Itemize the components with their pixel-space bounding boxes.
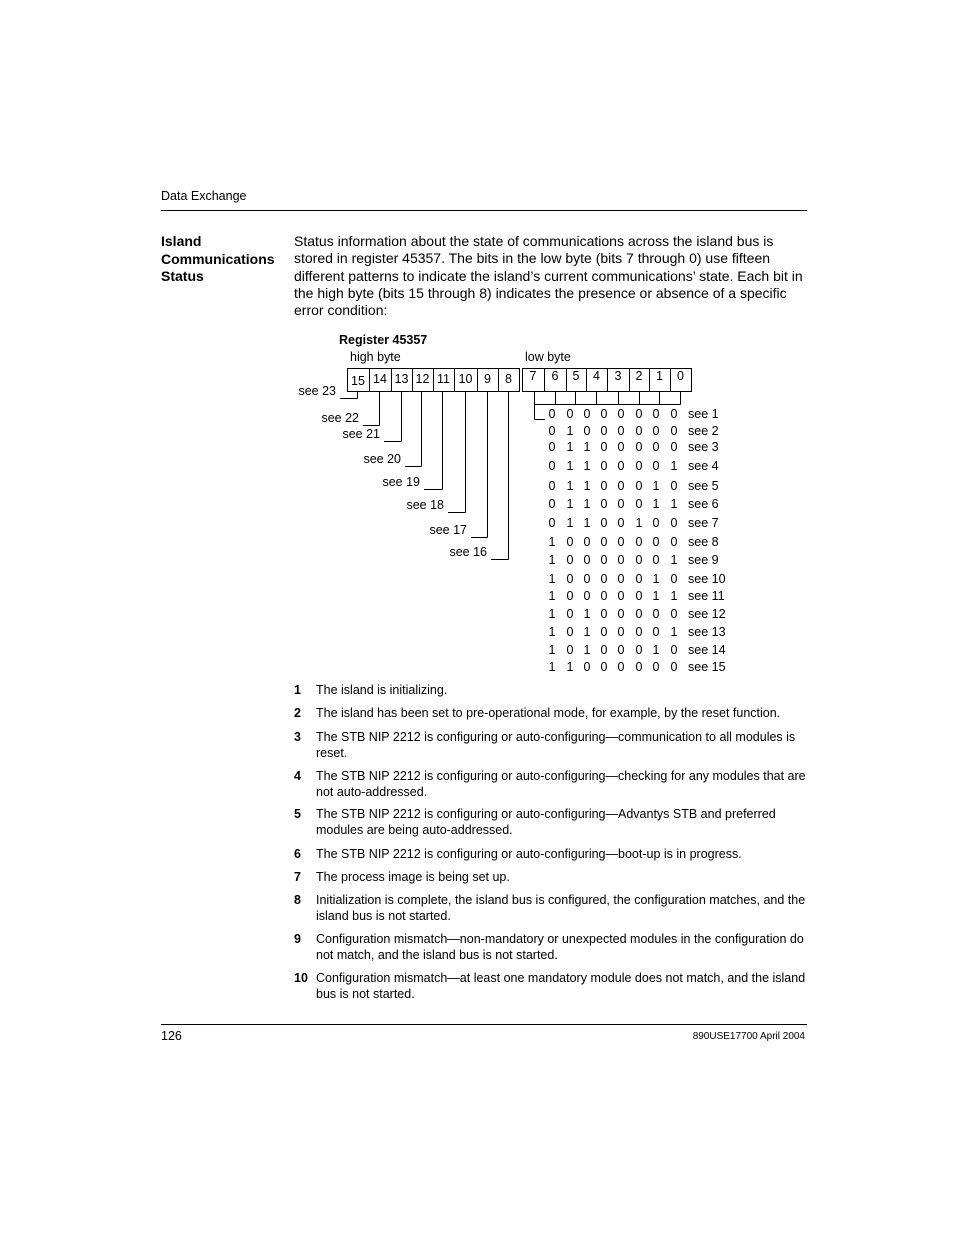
pattern-bit: 1 (566, 459, 574, 473)
pattern-bit: 1 (548, 535, 556, 549)
pattern-bit: 1 (670, 553, 678, 567)
pattern-bit: 0 (652, 535, 660, 549)
high-bit-reference: see 19 (382, 475, 420, 489)
pattern-bit: 1 (635, 516, 643, 530)
pattern-bit: 0 (548, 516, 556, 530)
pattern-bit: 0 (548, 479, 556, 493)
pattern-reference: see 9 (688, 553, 719, 567)
pattern-bit: 0 (670, 407, 678, 421)
low-bit-number: 1 (656, 369, 663, 383)
pattern-bit: 1 (583, 497, 591, 511)
high-bit-number: 14 (373, 372, 387, 386)
pattern-bit: 0 (566, 607, 574, 621)
section-heading: Island Communications Status (161, 233, 275, 284)
pattern-bit: 0 (635, 589, 643, 603)
pattern-bit: 0 (583, 589, 591, 603)
high-bit-number: 8 (505, 372, 512, 386)
pattern-bit: 0 (600, 572, 608, 586)
document-id: 890USE17700 April 2004 (692, 1031, 805, 1042)
low-bit-number: 6 (551, 369, 559, 383)
footnote-text: Configuration mismatch—at least one mandatory module does not match, and the island bus is not started. (316, 971, 806, 1001)
pattern-bit: 0 (548, 497, 556, 511)
pattern-bit: 0 (583, 424, 591, 438)
footnote-text: The STB NIP 2212 is configuring or auto-configuring—checking for any modules that are not auto-addressed. (316, 769, 806, 799)
pattern-bit: 0 (670, 440, 678, 454)
pattern-reference: see 2 (688, 424, 719, 438)
footnote-number: 4 (294, 769, 301, 783)
pattern-bit: 0 (635, 660, 643, 674)
pattern-bit: 0 (617, 497, 625, 511)
pattern-bit: 0 (652, 660, 660, 674)
pattern-bit: 1 (583, 516, 591, 530)
pattern-bit: 0 (652, 459, 660, 473)
high-bit-number: 11 (437, 372, 450, 386)
pattern-bit: 0 (617, 459, 625, 473)
pattern-bit: 1 (548, 572, 556, 586)
pattern-bit: 0 (600, 589, 608, 603)
pattern-bit: 0 (635, 407, 643, 421)
low-bit-number: 2 (635, 369, 643, 383)
footnote-text: Initialization is complete, the island bus is configured, the configuration matches, and the island bus is not started. (316, 893, 806, 923)
pattern-bit: 1 (548, 660, 556, 674)
pattern-bit: 0 (652, 625, 660, 639)
footnote-number: 10 (294, 971, 308, 985)
low-bit-number: 5 (572, 369, 580, 383)
high-bit-reference: see 20 (363, 452, 401, 466)
pattern-bit: 0 (652, 553, 660, 567)
pattern-bit: 0 (600, 440, 608, 454)
pattern-bit: 0 (670, 643, 678, 657)
pattern-bit: 0 (617, 660, 625, 674)
pattern-bit: 0 (670, 424, 678, 438)
footnote-text: The STB NIP 2212 is configuring or auto-configuring—boot-up is in progress. (316, 847, 742, 861)
pattern-bit: 0 (600, 643, 608, 657)
pattern-reference: see 3 (688, 440, 719, 454)
pattern-reference: see 10 (688, 572, 726, 586)
high-bit-reference: see 23 (298, 384, 336, 398)
pattern-bit: 0 (548, 407, 556, 421)
pattern-bit: 0 (617, 535, 625, 549)
pattern-bit: 1 (583, 625, 591, 639)
pattern-bit: 1 (566, 479, 574, 493)
pattern-bit: 1 (652, 572, 660, 586)
footnote-text: The process image is being set up. (316, 870, 510, 884)
pattern-bit: 1 (548, 589, 556, 603)
pattern-bit: 0 (635, 572, 643, 586)
pattern-bit: 1 (652, 497, 660, 511)
pattern-bit: 0 (652, 440, 660, 454)
pattern-bit: 0 (583, 407, 591, 421)
high-bit-reference: see 17 (429, 523, 467, 537)
pattern-bit: 0 (635, 625, 643, 639)
low-bit-number: 4 (593, 369, 600, 383)
pattern-bit: 1 (583, 607, 591, 621)
footnote-text: The island is initializing. (316, 683, 448, 697)
pattern-bit: 0 (670, 516, 678, 530)
pattern-bit: 0 (566, 625, 574, 639)
pattern-bit: 0 (600, 407, 608, 421)
pattern-bit: 1 (566, 440, 574, 454)
pattern-bit: 1 (670, 497, 678, 511)
high-bit-number: 10 (458, 372, 473, 386)
high-bit-reference: see 18 (406, 498, 444, 512)
pattern-reference: see 8 (688, 535, 719, 549)
intro-paragraph: Status information about the state of communications across the island bus is stored in register 45357. The bits in the low byte (bits 7 through 0) use fifteen different patterns to indicate the island’s current communications’ state. Each bit in the high byte (bits 15 through 8) indicates the presence or absence of a specific error condition: (294, 233, 803, 319)
pattern-bit: 0 (600, 625, 608, 639)
pattern-bit: 1 (670, 459, 678, 473)
pattern-reference: see 1 (688, 407, 719, 421)
pattern-reference: see 6 (688, 497, 719, 511)
pattern-bit: 1 (670, 589, 678, 603)
pattern-reference: see 11 (688, 589, 725, 603)
pattern-bit: 0 (617, 407, 625, 421)
footnote-text: The STB NIP 2212 is configuring or auto-configuring—communication to all modules is reset. (316, 730, 796, 760)
pattern-bit: 0 (600, 660, 608, 674)
footnote-number: 5 (294, 807, 301, 821)
pattern-bit: 0 (617, 607, 625, 621)
footer-rule (161, 1024, 807, 1025)
pattern-bit: 1 (652, 643, 660, 657)
pattern-bit: 0 (617, 643, 625, 657)
pattern-bit: 1 (548, 643, 556, 657)
footnote-number: 6 (294, 847, 301, 861)
footnote-number: 3 (294, 730, 301, 744)
pattern-bit: 0 (617, 479, 625, 493)
footnote-number: 1 (294, 683, 301, 697)
pattern-bit: 0 (617, 424, 625, 438)
pattern-bit: 0 (600, 607, 608, 621)
pattern-bit: 1 (583, 459, 591, 473)
pattern-reference: see 13 (688, 625, 726, 639)
pattern-bit: 0 (600, 553, 608, 567)
pattern-reference: see 15 (688, 660, 726, 674)
pattern-bit: 0 (635, 535, 643, 549)
pattern-bit: 1 (652, 589, 660, 603)
pattern-bit: 0 (600, 497, 608, 511)
pattern-bit: 0 (652, 424, 660, 438)
high-byte-label: high byte (350, 350, 401, 364)
pattern-bit: 0 (566, 572, 574, 586)
pattern-bit: 1 (670, 625, 678, 639)
pattern-bit: 0 (652, 607, 660, 621)
pattern-bit: 0 (635, 459, 643, 473)
pattern-bit: 0 (635, 440, 643, 454)
pattern-bit: 0 (617, 516, 625, 530)
pattern-bit: 1 (548, 625, 556, 639)
pattern-bit: 1 (566, 516, 574, 530)
high-bit-reference: see 21 (342, 427, 380, 441)
pattern-bit: 1 (652, 479, 660, 493)
pattern-bit: 1 (548, 553, 556, 567)
low-bit-number: 0 (677, 369, 684, 383)
high-bit-reference: see 16 (449, 545, 487, 559)
pattern-bit: 0 (583, 553, 591, 567)
pattern-bit: 0 (583, 535, 591, 549)
pattern-bit: 1 (566, 497, 574, 511)
running-head: Data Exchange (161, 189, 247, 203)
high-bit-reference: see 22 (321, 411, 359, 425)
low-bit-number: 7 (529, 369, 537, 383)
pattern-bit: 1 (548, 607, 556, 621)
pattern-bit: 1 (583, 643, 591, 657)
low-bit-number: 3 (614, 369, 622, 383)
pattern-bit: 0 (635, 497, 643, 511)
footnote-number: 2 (294, 706, 301, 720)
pattern-bit: 0 (635, 553, 643, 567)
pattern-bit: 0 (670, 479, 678, 493)
pattern-bit: 0 (600, 479, 608, 493)
high-bit-number: 12 (415, 372, 430, 386)
pattern-bit: 0 (566, 407, 574, 421)
pattern-bit: 0 (652, 516, 660, 530)
pattern-reference: see 5 (688, 479, 719, 493)
pattern-bit: 0 (617, 440, 625, 454)
footnote-text: The island has been set to pre-operational mode, for example, by the reset function. (316, 706, 781, 720)
pattern-bit: 0 (600, 535, 608, 549)
pattern-bit: 0 (670, 607, 678, 621)
pattern-reference: see 14 (688, 643, 726, 657)
footnote-text: Configuration mismatch—non-mandatory or unexpected modules in the configuration do not match, and the island bus is not started. (316, 932, 804, 962)
pattern-bit: 0 (670, 535, 678, 549)
footnote-number: 7 (294, 870, 301, 884)
pattern-bit: 0 (617, 625, 625, 639)
pattern-bit: 1 (583, 479, 591, 493)
pattern-bit: 0 (566, 535, 574, 549)
pattern-bit: 0 (566, 643, 574, 657)
high-bit-number: 13 (394, 372, 409, 386)
pattern-bit: 1 (566, 660, 574, 674)
low-byte-label: low byte (525, 350, 571, 364)
pattern-bit: 1 (583, 440, 591, 454)
pattern-bit: 0 (600, 424, 608, 438)
pattern-bit: 0 (617, 553, 625, 567)
page-number: 126 (161, 1029, 182, 1043)
pattern-bit: 0 (548, 424, 556, 438)
pattern-bit: 0 (566, 553, 574, 567)
footnote-text: The STB NIP 2212 is configuring or auto-configuring—Advantys STB and preferred modules are being auto-addressed. (316, 807, 776, 837)
pattern-reference: see 12 (688, 607, 726, 621)
footnote-number: 8 (294, 893, 301, 907)
high-bit-number: 15 (351, 374, 365, 388)
pattern-bit: 0 (566, 589, 574, 603)
pattern-bit: 0 (635, 643, 643, 657)
pattern-bit: 0 (548, 440, 556, 454)
pattern-bit: 0 (617, 589, 625, 603)
pattern-bit: 1 (566, 424, 574, 438)
pattern-bit: 0 (583, 572, 591, 586)
register-title: Register 45357 (339, 333, 428, 347)
footnote-number: 9 (294, 932, 301, 946)
pattern-bit: 0 (635, 424, 643, 438)
pattern-bit: 0 (670, 660, 678, 674)
pattern-bit: 0 (635, 607, 643, 621)
pattern-bit: 0 (617, 572, 625, 586)
high-bit-number: 9 (484, 372, 491, 386)
pattern-reference: see 7 (688, 516, 719, 530)
pattern-bit: 0 (600, 459, 608, 473)
pattern-bit: 0 (600, 516, 608, 530)
pattern-bit: 0 (652, 407, 660, 421)
pattern-bit: 0 (583, 660, 591, 674)
pattern-reference: see 4 (688, 459, 719, 473)
pattern-bit: 0 (670, 572, 678, 586)
pattern-bit: 0 (635, 479, 643, 493)
pattern-bit: 0 (548, 459, 556, 473)
